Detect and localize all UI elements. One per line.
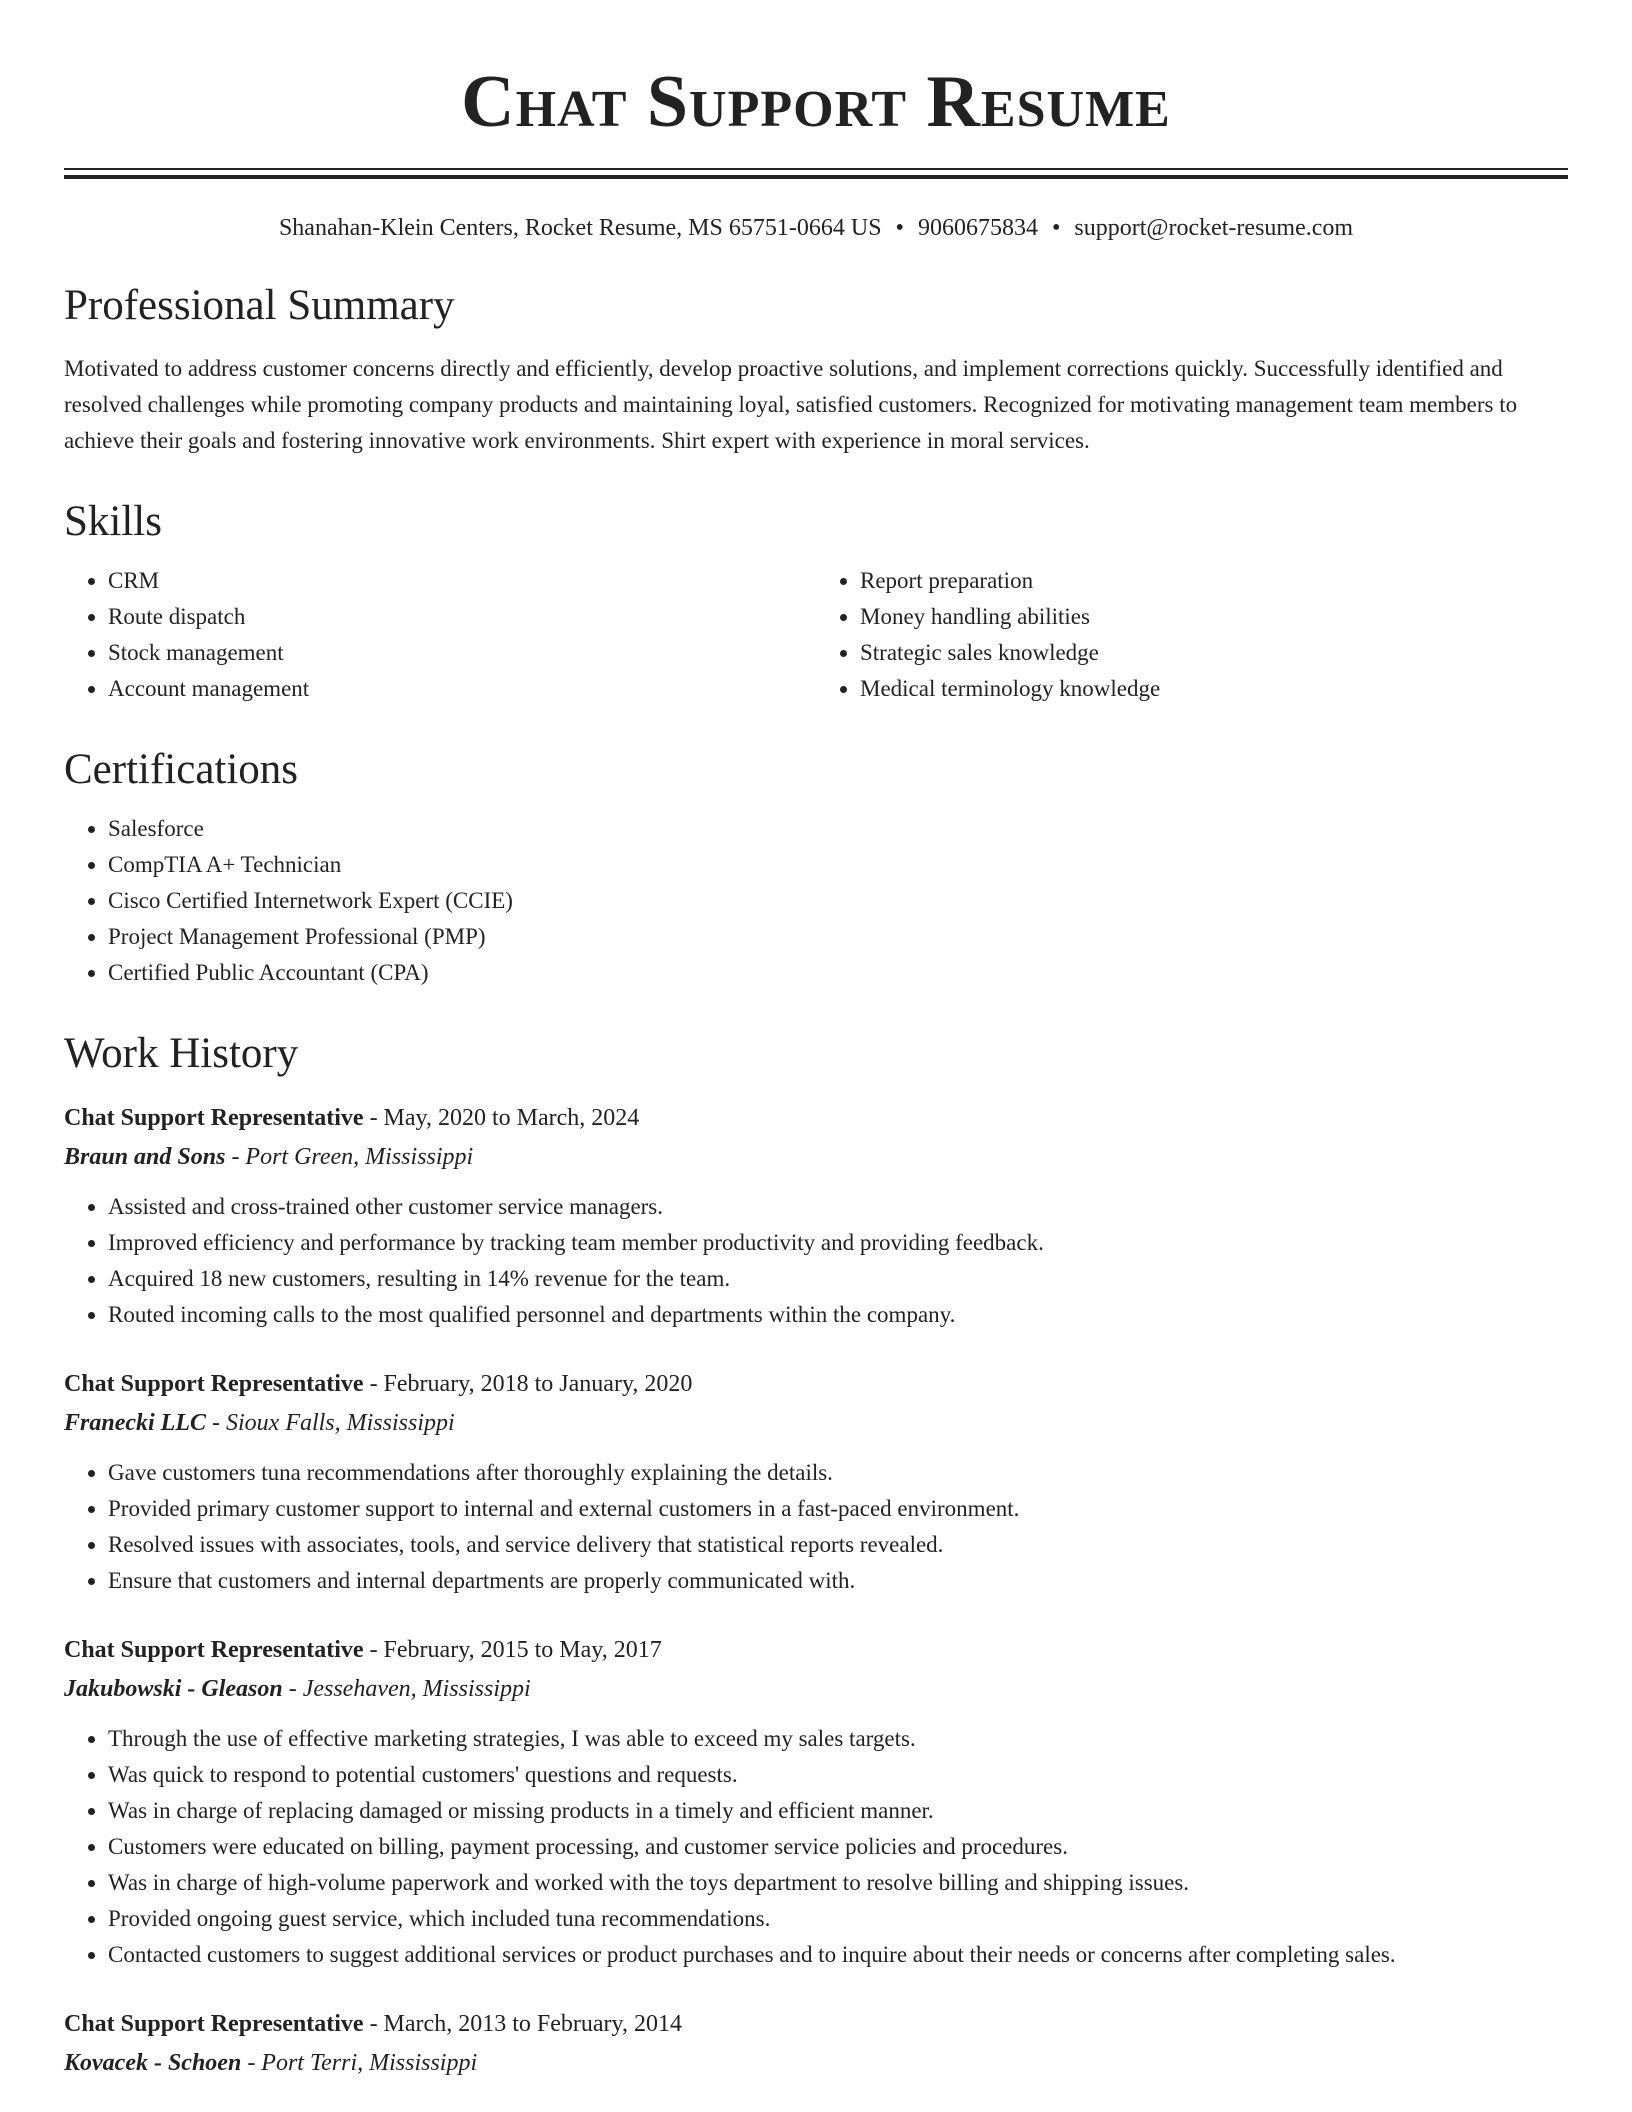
skill-item: • Medical terminology knowledge [860, 671, 1568, 707]
certification-item: • Certified Public Accountant (CPA) [108, 955, 1568, 991]
certification-item: • Cisco Certified Internetwork Expert (CCIE) [108, 883, 1568, 919]
job-company: Franecki LLC [64, 1410, 206, 1436]
skills-column-left [64, 563, 816, 707]
job-company-line [64, 1669, 1568, 1709]
skills-column-right [816, 563, 1568, 707]
job-location: - Port Terri, Mississippi [241, 2050, 478, 2076]
skills-heading: Skills [64, 498, 162, 545]
job-bullet: • Contacted customers to suggest additional services or product purchases and to inquire about their needs or concerns after completing sales. [108, 1937, 1568, 1973]
summary-text: Motivated to address customer concerns directly and efficiently, develop proactive solutions, and implement corrections quickly. Successfully identified and resolved challenges while promoting company products and maintaining loyal, satisfied customers. Recognized for motivating management team members to achieve their goals and fostering innovative work environments. Shirt expert with experience in moral services. [64, 356, 1518, 453]
job-entry [64, 1099, 1568, 1333]
job-dates: - May, 2020 to March, 2024 [363, 1105, 640, 1131]
job-location: - Sioux Falls, Mississippi [206, 1410, 455, 1436]
contact-address: Shanahan-Klein Centers, Rocket Resume, MS 65751-0664 US [278, 215, 882, 241]
contact-email[interactable]: support@rocket-resume.com [1074, 215, 1354, 241]
work-history-heading: Work History [64, 1030, 299, 1077]
job-company-line [64, 1403, 1568, 1443]
resume-title: Chat Support Resume [461, 61, 1171, 143]
summary-heading: Professional Summary [64, 282, 455, 329]
skill-item: • Route dispatch [108, 599, 816, 635]
skills-list [64, 563, 1568, 707]
job-bullet: • Provided ongoing guest service, which included tuna recommendations. [108, 1901, 1568, 1937]
job-entry [64, 1631, 1568, 1973]
job-company: Jakubowski - Gleason [64, 1676, 283, 1702]
skill-item: • Strategic sales knowledge [860, 635, 1568, 671]
certifications-heading: Certifications [64, 746, 299, 793]
contact-phone: 9060675834 [917, 215, 1038, 241]
contact-separator: • [1051, 215, 1061, 241]
job-title: Chat Support Representative [64, 2011, 364, 2037]
job-bullet: • Provided primary customer support to internal and external customers in a fast-paced environment. [108, 1491, 1568, 1527]
job-bullet: • Ensure that customers and internal departments are properly communicated with. [108, 1563, 1568, 1599]
job-bullets [64, 1721, 1568, 1973]
job-bullets [64, 1455, 1568, 1599]
job-title-line [64, 1631, 1568, 1669]
job-location: - Jessehaven, Mississippi [282, 1676, 531, 1702]
certification-item: • Project Management Professional (PMP) [108, 919, 1568, 955]
job-bullet: • Resolved issues with associates, tools, and service delivery that statistical reports revealed. [108, 1527, 1568, 1563]
skill-item: • Stock management [108, 635, 816, 671]
job-bullet: • Was quick to respond to potential customers' questions and requests. [108, 1757, 1568, 1793]
job-company-line [64, 1137, 1568, 1177]
job-bullets [64, 1189, 1568, 1333]
job-title-line [64, 1365, 1568, 1403]
job-entry [64, 2005, 1568, 2083]
skill-item: • Money handling abilities [860, 599, 1568, 635]
certifications-list [64, 811, 1568, 991]
job-entry [64, 1365, 1568, 1599]
skill-item: • CRM [108, 563, 816, 599]
job-title-line [64, 1099, 1568, 1137]
job-dates: - February, 2018 to January, 2020 [363, 1371, 693, 1397]
job-title-line [64, 2005, 1568, 2043]
job-bullet: • Routed incoming calls to the most qualified personnel and departments within the company. [108, 1297, 1568, 1333]
job-title: Chat Support Representative [64, 1637, 364, 1663]
certification-item: • CompTIA A+ Technician [108, 847, 1568, 883]
title-rule-thin [64, 168, 1568, 170]
job-company: Braun and Sons [64, 1144, 226, 1170]
title-rule-thick [64, 175, 1568, 179]
job-company: Kovacek - Schoen [64, 2050, 242, 2076]
job-bullet: • Through the use of effective marketing strategies, I was able to exceed my sales targets. [108, 1721, 1568, 1757]
contact-separator: • [895, 215, 904, 241]
job-location: - Port Green, Mississippi [225, 1144, 474, 1170]
job-bullet: • Was in charge of high-volume paperwork and worked with the toys department to resolve billing and shipping issues. [108, 1865, 1568, 1901]
job-title: Chat Support Representative [64, 1371, 364, 1397]
job-bullet: • Customers were educated on billing, payment processing, and customer service policies and procedures. [108, 1829, 1568, 1865]
job-company-line [64, 2043, 1568, 2083]
job-bullet: • Acquired 18 new customers, resulting in 14% revenue for the team. [108, 1261, 1568, 1297]
job-dates: - March, 2013 to February, 2014 [363, 2011, 682, 2037]
job-dates: - February, 2015 to May, 2017 [363, 1637, 662, 1663]
contact-line [64, 213, 1568, 243]
job-bullet: • Improved efficiency and performance by tracking team member productivity and providing feedback. [108, 1225, 1568, 1261]
skill-item: • Report preparation [860, 563, 1568, 599]
skill-item: • Account management [108, 671, 816, 707]
job-title: Chat Support Representative [64, 1105, 364, 1131]
job-bullet: • Was in charge of replacing damaged or missing products in a timely and efficient manner. [108, 1793, 1568, 1829]
certification-item: • Salesforce [108, 811, 1568, 847]
job-bullet: • Gave customers tuna recommendations after thoroughly explaining the details. [108, 1455, 1568, 1491]
job-bullet: • Assisted and cross-trained other customer service managers. [108, 1189, 1568, 1225]
